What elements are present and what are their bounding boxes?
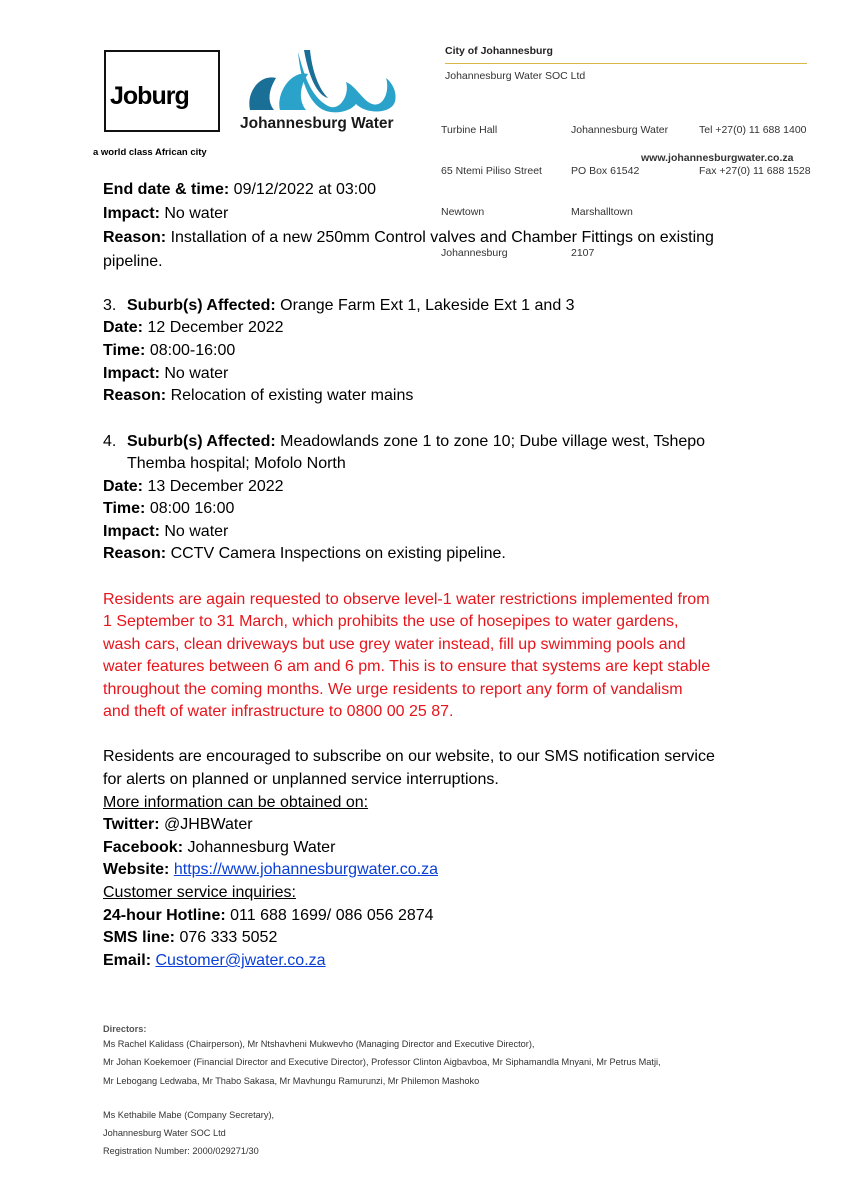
address-line: Turbine Hall	[441, 124, 498, 137]
address-line: 65 Ntemi Piliso Street	[441, 164, 542, 177]
reason-line: Reason: Installation of a new 250mm Control valves and Chamber Fittings on existing	[103, 229, 714, 246]
address-line: 2107	[571, 246, 595, 259]
sms-line: SMS line: 076 333 5052	[103, 929, 278, 946]
notice-line: wash cars, clean driveways but use grey water instead, fill up swimming pools and	[103, 636, 686, 653]
company-secretary: Ms Kethabile Mabe (Company Secretary),	[103, 1110, 275, 1120]
joburg-tagline: a world class African city	[93, 147, 207, 158]
address-line: Marshalltown	[571, 205, 633, 218]
notice-line: Residents are again requested to observe level-1 water restrictions implemented from	[103, 591, 710, 608]
more-info-heading: More information can be obtained on:	[103, 794, 369, 811]
email-link[interactable]: Customer@jwater.co.za	[155, 952, 326, 969]
suburb-line: Suburb(s) Affected: Meadowlands zone 1 to zone 10; Dube village west, Tshepo	[127, 433, 706, 450]
directors-line: Ms Rachel Kalidass (Chairperson), Mr Ntshavheni Mukwevho (Managing Director and Executive Director),	[103, 1039, 535, 1049]
reason-line-cont: pipeline.	[103, 253, 163, 270]
fax-line: Fax +27(0) 11 688 1528	[699, 164, 811, 177]
org-subtitle: Johannesburg Water SOC Ltd	[445, 70, 586, 82]
contact-numbers	[699, 97, 811, 192]
facebook-line: Facebook: Johannesburg Water	[103, 839, 336, 856]
date-line: Date: 13 December 2022	[103, 478, 284, 495]
item-number: 3.	[103, 297, 117, 314]
joburg-logo: Joburg	[110, 82, 189, 110]
phone-line: Tel +27(0) 11 688 1400	[699, 124, 807, 137]
end-date-line: End date & time: 09/12/2022 at 03:00	[103, 181, 377, 198]
notice-line: water features between 6 am and 6 pm. This is to ensure that systems are kept stable	[103, 658, 711, 675]
twitter-line: Twitter: @JHBWater	[103, 816, 253, 833]
time-line: Time: 08:00-16:00	[103, 342, 236, 359]
johannesburg-water-name: Johannesburg Water	[240, 115, 394, 132]
directors-line: Mr Johan Koekemoer (Financial Director and Executive Director), Professor Clinton Aigbavboa, Mr Siphamandla Mnyani, Mr Petrus Matji,	[103, 1057, 661, 1067]
header-website: www.johannesburgwater.co.za	[641, 152, 794, 164]
impact-line: Impact: No water	[103, 523, 229, 540]
customer-service-heading: Customer service inquiries:	[103, 884, 296, 901]
impact-line: Impact: No water	[103, 205, 229, 222]
notice-line: throughout the coming months. We urge residents to report any form of vandalism	[103, 681, 683, 698]
address-line: PO Box 61542	[571, 164, 640, 177]
notice-line: 1 September to 31 March, which prohibits the use of hosepipes to water gardens,	[103, 613, 679, 630]
email-line: Email: Customer@jwater.co.za	[103, 952, 326, 969]
suburb-line-cont: Themba hospital; Mofolo North	[127, 455, 346, 472]
notice-line: and theft of water infrastructure to 0800 00 25 87.	[103, 703, 454, 720]
subscribe-line: for alerts on planned or unplanned service interruptions.	[103, 771, 499, 788]
header-divider	[445, 63, 807, 64]
item-number: 4.	[103, 433, 117, 450]
directors-label: Directors:	[103, 1024, 147, 1034]
time-line: Time: 08:00 16:00	[103, 500, 235, 517]
address-line: Newtown	[441, 205, 485, 218]
company-name: Johannesburg Water SOC Ltd	[103, 1128, 226, 1138]
org-title: City of Johannesburg	[445, 45, 553, 57]
website-link[interactable]: https://www.johannesburgwater.co.za	[173, 861, 438, 878]
address-line: Johannesburg	[441, 246, 508, 259]
date-line: Date: 12 December 2022	[103, 319, 284, 336]
website-line: Website: https://www.johannesburgwater.co.za	[103, 861, 438, 878]
registration-number: Registration Number: 2000/029271/30	[103, 1146, 259, 1156]
address-line: Johannesburg Water	[571, 124, 669, 137]
hotline-line: 24-hour Hotline: 011 688 1699/ 086 056 2874	[103, 907, 434, 924]
subscribe-line: Residents are encouraged to subscribe on our website, to our SMS notification service	[103, 748, 715, 765]
johannesburg-water-logo-icon	[240, 44, 400, 116]
reason-line: Reason: CCTV Camera Inspections on existing pipeline.	[103, 545, 506, 562]
reason-line: Reason: Relocation of existing water mains	[103, 387, 414, 404]
directors-line: Mr Lebogang Ledwaba, Mr Thabo Sakasa, Mr Mavhungu Ramurunzi, Mr Philemon Mashoko	[103, 1076, 480, 1086]
suburb-line: Suburb(s) Affected: Orange Farm Ext 1, Lakeside Ext 1 and 3	[127, 297, 575, 314]
impact-line: Impact: No water	[103, 365, 229, 382]
